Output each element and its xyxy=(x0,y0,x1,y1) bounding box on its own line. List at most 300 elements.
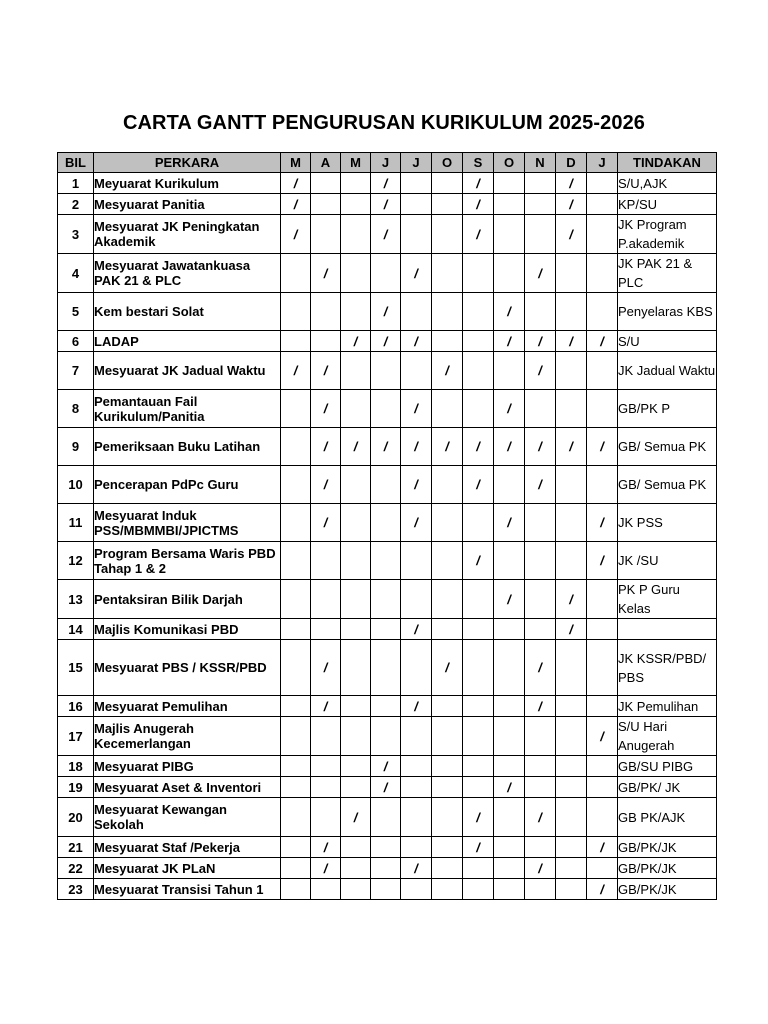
table-row xyxy=(58,542,717,580)
cell-month-mark xyxy=(311,756,341,777)
cell-tindakan: S/U xyxy=(618,331,717,352)
cell-month-mark: / xyxy=(401,504,432,542)
cell-tindakan: GB/ Semua PK xyxy=(618,466,717,504)
cell-month-mark: / xyxy=(556,173,587,194)
cell-month-mark: / xyxy=(281,173,311,194)
cell-month-mark xyxy=(281,798,311,837)
cell-tindakan: GB/PK/JK xyxy=(618,879,717,900)
cell-month-mark xyxy=(432,466,463,504)
cell-bil: 14 xyxy=(58,619,94,640)
cell-month-mark xyxy=(587,640,618,696)
cell-month-mark: / xyxy=(401,390,432,428)
cell-month-mark: / xyxy=(525,428,556,466)
cell-month-mark xyxy=(371,580,401,619)
cell-month-mark xyxy=(494,619,525,640)
header-month: N xyxy=(525,153,556,173)
cell-bil: 20 xyxy=(58,798,94,837)
cell-month-mark xyxy=(463,858,494,879)
cell-month-mark xyxy=(311,777,341,798)
header-row xyxy=(58,153,717,173)
cell-month-mark xyxy=(371,858,401,879)
cell-month-mark xyxy=(341,293,371,331)
cell-month-mark xyxy=(556,696,587,717)
cell-month-mark: / xyxy=(587,504,618,542)
cell-month-mark xyxy=(556,254,587,293)
cell-month-mark xyxy=(281,717,311,756)
cell-month-mark xyxy=(281,542,311,580)
cell-month-mark xyxy=(341,390,371,428)
cell-perkara: Mesyuarat Staf /Pekerja xyxy=(94,837,281,858)
cell-month-mark xyxy=(371,879,401,900)
cell-month-mark xyxy=(587,215,618,254)
cell-month-mark: / xyxy=(463,173,494,194)
cell-month-mark xyxy=(341,858,371,879)
cell-month-mark: / xyxy=(401,858,432,879)
header-month: J xyxy=(587,153,618,173)
cell-month-mark xyxy=(432,331,463,352)
cell-month-mark xyxy=(494,352,525,390)
cell-month-mark: / xyxy=(525,254,556,293)
cell-month-mark xyxy=(341,619,371,640)
cell-month-mark xyxy=(525,504,556,542)
cell-month-mark xyxy=(556,542,587,580)
cell-month-mark: / xyxy=(281,352,311,390)
cell-bil: 15 xyxy=(58,640,94,696)
header-month: J xyxy=(401,153,432,173)
cell-perkara: Mesyuarat Aset & Inventori xyxy=(94,777,281,798)
cell-tindakan: GB/PK/JK xyxy=(618,837,717,858)
header-month: O xyxy=(494,153,525,173)
cell-month-mark xyxy=(463,390,494,428)
cell-month-mark xyxy=(311,619,341,640)
table-row xyxy=(58,756,717,777)
header-perkara: PERKARA xyxy=(94,153,281,173)
cell-month-mark xyxy=(587,466,618,504)
cell-perkara: Mesyuarat Jawatankuasa PAK 21 & PLC xyxy=(94,254,281,293)
cell-month-mark xyxy=(463,254,494,293)
cell-month-mark: / xyxy=(587,542,618,580)
cell-month-mark xyxy=(587,696,618,717)
cell-tindakan: JK PAK 21 & PLC xyxy=(618,254,717,293)
cell-month-mark xyxy=(587,777,618,798)
cell-month-mark xyxy=(494,837,525,858)
cell-month-mark: / xyxy=(587,837,618,858)
cell-perkara: Mesyuarat Induk PSS/MBMMBI/JPICTMS xyxy=(94,504,281,542)
cell-month-mark: / xyxy=(587,717,618,756)
cell-month-mark xyxy=(556,293,587,331)
cell-month-mark xyxy=(587,798,618,837)
table-body xyxy=(58,173,717,900)
cell-month-mark xyxy=(401,173,432,194)
cell-tindakan: JK Program P.akademik xyxy=(618,215,717,254)
cell-month-mark xyxy=(371,466,401,504)
cell-bil: 2 xyxy=(58,194,94,215)
cell-month-mark xyxy=(556,640,587,696)
cell-month-mark: / xyxy=(401,466,432,504)
table-row xyxy=(58,254,717,293)
cell-month-mark xyxy=(525,619,556,640)
cell-month-mark xyxy=(525,777,556,798)
cell-month-mark xyxy=(311,331,341,352)
cell-month-mark xyxy=(556,858,587,879)
cell-month-mark xyxy=(432,777,463,798)
cell-month-mark: / xyxy=(494,580,525,619)
cell-month-mark xyxy=(341,215,371,254)
cell-month-mark: / xyxy=(525,640,556,696)
cell-bil: 12 xyxy=(58,542,94,580)
cell-tindakan: GB/PK/JK xyxy=(618,858,717,879)
cell-month-mark xyxy=(556,717,587,756)
cell-month-mark xyxy=(281,640,311,696)
cell-month-mark xyxy=(341,696,371,717)
cell-month-mark: / xyxy=(525,466,556,504)
cell-month-mark xyxy=(463,717,494,756)
cell-month-mark xyxy=(556,390,587,428)
cell-month-mark: / xyxy=(401,331,432,352)
cell-month-mark xyxy=(371,390,401,428)
cell-month-mark xyxy=(341,194,371,215)
cell-month-mark xyxy=(341,352,371,390)
cell-perkara: Meyuarat Kurikulum xyxy=(94,173,281,194)
cell-month-mark: / xyxy=(371,293,401,331)
cell-month-mark xyxy=(525,542,556,580)
cell-month-mark xyxy=(281,504,311,542)
cell-month-mark xyxy=(556,798,587,837)
cell-month-mark xyxy=(341,504,371,542)
cell-month-mark xyxy=(556,837,587,858)
cell-month-mark xyxy=(281,390,311,428)
cell-month-mark xyxy=(494,194,525,215)
cell-month-mark: / xyxy=(311,466,341,504)
cell-month-mark xyxy=(401,879,432,900)
cell-month-mark: / xyxy=(463,837,494,858)
cell-month-mark: / xyxy=(463,215,494,254)
cell-month-mark xyxy=(432,619,463,640)
cell-month-mark xyxy=(525,173,556,194)
cell-month-mark: / xyxy=(463,194,494,215)
cell-month-mark xyxy=(432,798,463,837)
cell-perkara: Mesyuarat Panitia xyxy=(94,194,281,215)
cell-tindakan: JK Pemulihan xyxy=(618,696,717,717)
cell-month-mark xyxy=(587,619,618,640)
cell-perkara: Mesyuarat PIBG xyxy=(94,756,281,777)
cell-month-mark xyxy=(281,331,311,352)
cell-month-mark: / xyxy=(371,215,401,254)
cell-month-mark: / xyxy=(525,798,556,837)
cell-month-mark: / xyxy=(311,858,341,879)
cell-bil: 23 xyxy=(58,879,94,900)
cell-month-mark xyxy=(281,756,311,777)
table-row xyxy=(58,215,717,254)
cell-month-mark xyxy=(432,756,463,777)
cell-month-mark xyxy=(463,352,494,390)
table-row xyxy=(58,331,717,352)
cell-month-mark: / xyxy=(341,331,371,352)
cell-month-mark: / xyxy=(463,428,494,466)
cell-month-mark xyxy=(401,756,432,777)
cell-bil: 9 xyxy=(58,428,94,466)
cell-month-mark: / xyxy=(494,428,525,466)
cell-month-mark: / xyxy=(525,331,556,352)
header-month: D xyxy=(556,153,587,173)
cell-month-mark xyxy=(463,640,494,696)
cell-tindakan xyxy=(618,619,717,640)
cell-month-mark xyxy=(281,254,311,293)
cell-perkara: Majlis Anugerah Kecemerlangan xyxy=(94,717,281,756)
cell-month-mark xyxy=(281,858,311,879)
cell-month-mark xyxy=(281,293,311,331)
cell-month-mark: / xyxy=(371,331,401,352)
document-title: CARTA GANTT PENGURUSAN KURIKULUM 2025-2026 xyxy=(122,112,646,134)
cell-perkara: Pemeriksaan Buku Latihan xyxy=(94,428,281,466)
cell-month-mark: / xyxy=(432,352,463,390)
cell-month-mark xyxy=(463,580,494,619)
cell-month-mark xyxy=(371,837,401,858)
cell-tindakan: GB/PK P xyxy=(618,390,717,428)
cell-month-mark xyxy=(556,504,587,542)
cell-month-mark xyxy=(311,879,341,900)
cell-month-mark: / xyxy=(494,777,525,798)
cell-bil: 11 xyxy=(58,504,94,542)
header-tindakan: TINDAKAN xyxy=(618,153,717,173)
cell-month-mark xyxy=(525,215,556,254)
cell-month-mark xyxy=(494,254,525,293)
cell-month-mark xyxy=(587,173,618,194)
cell-month-mark: / xyxy=(401,254,432,293)
cell-month-mark xyxy=(311,215,341,254)
cell-month-mark xyxy=(587,352,618,390)
cell-month-mark xyxy=(341,580,371,619)
cell-month-mark xyxy=(463,293,494,331)
cell-month-mark: / xyxy=(463,798,494,837)
cell-month-mark xyxy=(281,696,311,717)
cell-month-mark: / xyxy=(525,696,556,717)
cell-month-mark xyxy=(463,331,494,352)
cell-tindakan: GB/SU PIBG xyxy=(618,756,717,777)
cell-month-mark: / xyxy=(556,331,587,352)
cell-month-mark: / xyxy=(311,390,341,428)
cell-month-mark xyxy=(587,194,618,215)
cell-month-mark xyxy=(341,717,371,756)
cell-month-mark xyxy=(401,293,432,331)
cell-month-mark xyxy=(556,756,587,777)
cell-month-mark xyxy=(401,777,432,798)
cell-month-mark: / xyxy=(371,428,401,466)
cell-tindakan: PK P Guru Kelas xyxy=(618,580,717,619)
cell-perkara: Majlis Komunikasi PBD xyxy=(94,619,281,640)
cell-month-mark xyxy=(371,798,401,837)
cell-month-mark xyxy=(371,696,401,717)
cell-month-mark: / xyxy=(525,352,556,390)
cell-bil: 3 xyxy=(58,215,94,254)
cell-month-mark xyxy=(587,580,618,619)
cell-tindakan: JK Jadual Waktu xyxy=(618,352,717,390)
cell-month-mark xyxy=(432,504,463,542)
cell-month-mark xyxy=(494,640,525,696)
cell-tindakan: Penyelaras KBS xyxy=(618,293,717,331)
cell-month-mark xyxy=(494,696,525,717)
cell-month-mark: / xyxy=(311,696,341,717)
header-bil: BIL xyxy=(58,153,94,173)
cell-bil: 18 xyxy=(58,756,94,777)
cell-bil: 1 xyxy=(58,173,94,194)
cell-month-mark: / xyxy=(311,254,341,293)
header-month: S xyxy=(463,153,494,173)
cell-bil: 19 xyxy=(58,777,94,798)
cell-month-mark xyxy=(463,619,494,640)
gantt-table xyxy=(57,152,717,900)
cell-month-mark xyxy=(281,837,311,858)
cell-month-mark: / xyxy=(494,390,525,428)
header-month: M xyxy=(341,153,371,173)
cell-month-mark xyxy=(371,717,401,756)
cell-month-mark: / xyxy=(371,194,401,215)
cell-month-mark xyxy=(311,173,341,194)
cell-perkara: Mesyuarat Pemulihan xyxy=(94,696,281,717)
cell-month-mark xyxy=(401,640,432,696)
cell-month-mark xyxy=(525,756,556,777)
header-month: O xyxy=(432,153,463,173)
cell-month-mark: / xyxy=(556,194,587,215)
cell-month-mark xyxy=(432,194,463,215)
table-row xyxy=(58,173,717,194)
header-month: J xyxy=(371,153,401,173)
cell-month-mark: / xyxy=(311,352,341,390)
cell-month-mark xyxy=(525,293,556,331)
cell-month-mark xyxy=(371,352,401,390)
cell-month-mark xyxy=(432,717,463,756)
cell-perkara: Pentaksiran Bilik Darjah xyxy=(94,580,281,619)
cell-month-mark xyxy=(341,254,371,293)
cell-perkara: Pencerapan PdPc Guru xyxy=(94,466,281,504)
cell-bil: 7 xyxy=(58,352,94,390)
table-row xyxy=(58,879,717,900)
cell-bil: 4 xyxy=(58,254,94,293)
cell-bil: 13 xyxy=(58,580,94,619)
cell-month-mark xyxy=(525,580,556,619)
table-row xyxy=(58,717,717,756)
cell-month-mark: / xyxy=(494,504,525,542)
cell-month-mark xyxy=(371,254,401,293)
cell-month-mark xyxy=(494,879,525,900)
cell-month-mark xyxy=(401,717,432,756)
cell-month-mark xyxy=(494,798,525,837)
cell-tindakan: S/U,AJK xyxy=(618,173,717,194)
cell-month-mark xyxy=(432,254,463,293)
cell-month-mark: / xyxy=(556,215,587,254)
cell-month-mark: / xyxy=(463,542,494,580)
cell-month-mark xyxy=(556,879,587,900)
cell-month-mark xyxy=(341,879,371,900)
cell-month-mark: / xyxy=(556,428,587,466)
cell-month-mark xyxy=(341,542,371,580)
cell-tindakan: GB PK/AJK xyxy=(618,798,717,837)
cell-month-mark xyxy=(587,293,618,331)
cell-perkara: Program Bersama Waris PBD Tahap 1 & 2 xyxy=(94,542,281,580)
cell-perkara: Pemantauan Fail Kurikulum/Panitia xyxy=(94,390,281,428)
cell-month-mark xyxy=(371,504,401,542)
cell-perkara: Kem bestari Solat xyxy=(94,293,281,331)
cell-month-mark xyxy=(281,879,311,900)
cell-month-mark xyxy=(281,777,311,798)
cell-month-mark: / xyxy=(401,619,432,640)
cell-month-mark: / xyxy=(494,331,525,352)
cell-month-mark xyxy=(432,215,463,254)
cell-month-mark xyxy=(463,696,494,717)
cell-bil: 10 xyxy=(58,466,94,504)
cell-month-mark xyxy=(311,798,341,837)
cell-month-mark xyxy=(463,879,494,900)
cell-perkara: Mesyuarat PBS / KSSR/PBD xyxy=(94,640,281,696)
cell-month-mark xyxy=(587,390,618,428)
cell-month-mark xyxy=(311,717,341,756)
cell-month-mark xyxy=(281,466,311,504)
cell-month-mark: / xyxy=(371,777,401,798)
cell-month-mark: / xyxy=(371,756,401,777)
cell-month-mark xyxy=(371,640,401,696)
cell-month-mark xyxy=(401,580,432,619)
table-row xyxy=(58,837,717,858)
cell-month-mark xyxy=(463,756,494,777)
cell-tindakan: KP/SU xyxy=(618,194,717,215)
cell-tindakan: JK PSS xyxy=(618,504,717,542)
cell-month-mark xyxy=(494,215,525,254)
cell-month-mark: / xyxy=(341,428,371,466)
cell-month-mark: / xyxy=(556,580,587,619)
cell-month-mark xyxy=(525,837,556,858)
cell-month-mark xyxy=(341,777,371,798)
table-row xyxy=(58,466,717,504)
table-row xyxy=(58,619,717,640)
cell-month-mark xyxy=(587,858,618,879)
cell-month-mark: / xyxy=(432,640,463,696)
cell-month-mark: / xyxy=(281,215,311,254)
cell-month-mark xyxy=(281,428,311,466)
cell-month-mark: / xyxy=(463,466,494,504)
cell-month-mark xyxy=(587,756,618,777)
cell-tindakan: JK KSSR/PBD/ PBS xyxy=(618,640,717,696)
cell-month-mark: / xyxy=(556,619,587,640)
cell-month-mark: / xyxy=(371,173,401,194)
table-row xyxy=(58,696,717,717)
cell-month-mark: / xyxy=(401,696,432,717)
cell-month-mark xyxy=(525,717,556,756)
cell-month-mark: / xyxy=(494,293,525,331)
cell-month-mark xyxy=(432,542,463,580)
cell-month-mark xyxy=(281,580,311,619)
cell-tindakan: JK /SU xyxy=(618,542,717,580)
cell-month-mark xyxy=(525,194,556,215)
cell-month-mark: / xyxy=(311,640,341,696)
cell-month-mark xyxy=(432,580,463,619)
cell-month-mark xyxy=(432,390,463,428)
table-row xyxy=(58,194,717,215)
cell-perkara: Mesyuarat Kewangan Sekolah xyxy=(94,798,281,837)
cell-bil: 16 xyxy=(58,696,94,717)
cell-month-mark xyxy=(341,173,371,194)
cell-month-mark xyxy=(341,837,371,858)
table-row xyxy=(58,293,717,331)
cell-perkara: Mesyuarat JK Jadual Waktu xyxy=(94,352,281,390)
table-row xyxy=(58,777,717,798)
cell-month-mark xyxy=(281,619,311,640)
cell-month-mark xyxy=(311,293,341,331)
cell-tindakan: S/U Hari Anugerah xyxy=(618,717,717,756)
cell-month-mark: / xyxy=(587,428,618,466)
cell-month-mark: / xyxy=(587,331,618,352)
cell-month-mark xyxy=(401,542,432,580)
table-row xyxy=(58,504,717,542)
